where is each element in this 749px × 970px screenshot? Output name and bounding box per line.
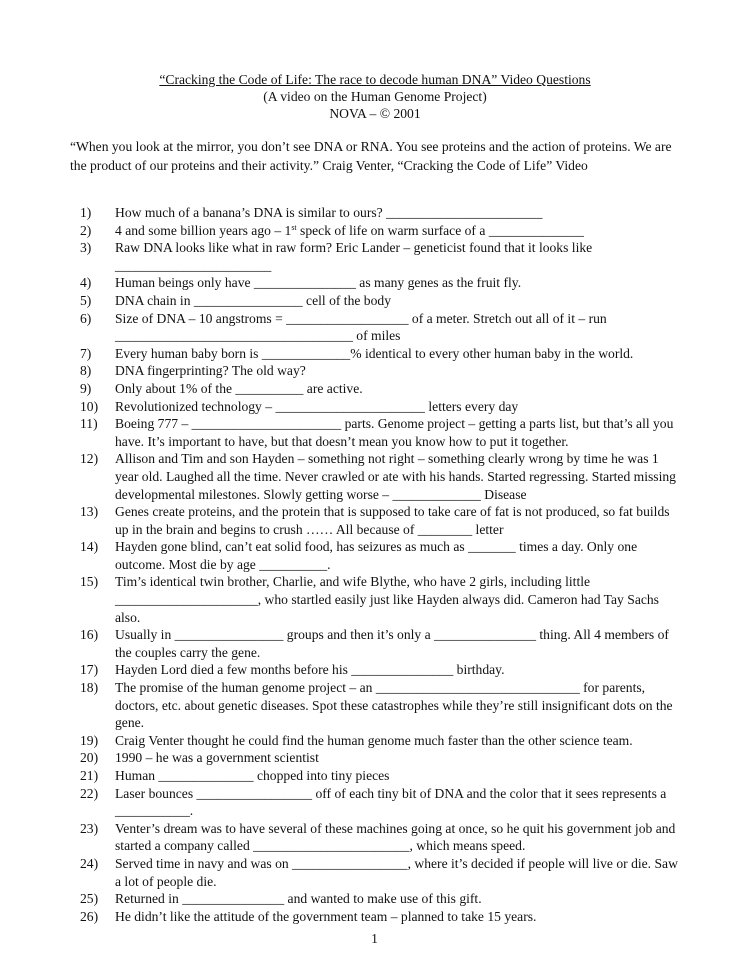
question-text: 1990 – he was a government scientist [115,750,319,766]
question-text: DNA fingerprinting? The old way? [115,363,306,379]
question-number: 14) [80,539,99,555]
ordinal-suffix: st [291,222,297,232]
question-text: Served time in navy and was on _________________, where it’s decided if people will live or die. Saw a lot of people die. [115,855,678,889]
question-item [80,732,680,750]
question-item [80,626,680,661]
question-item [80,204,680,222]
question-item [80,222,680,240]
question-item [80,362,680,380]
question-number: 9) [80,380,92,396]
question-number: 19) [80,732,99,748]
question-list [80,204,680,925]
question-text: Craig Venter thought he could find the human genome much faster than the other science team. [115,732,633,748]
question-item [80,679,680,732]
question-text: Allison and Tim and son Hayden – something not right – something clearly wrong by time he was 1 year old. Laughed all the time. Never crawled or ate with his hands. Started regressing. Started missing developmental milestones. Slowly getting worse – _____________ Disease [115,451,676,502]
question-number: 3) [80,240,92,256]
question-item [80,503,680,538]
question-text: Every human baby born is _____________% identical to every other human baby in the world. [115,345,634,361]
question-number: 11) [80,416,98,432]
question-number: 24) [80,855,99,871]
question-number: 17) [80,662,99,678]
question-number: 6) [80,310,92,326]
question-item [80,573,680,626]
question-number: 26) [80,908,99,924]
question-item [80,380,680,398]
question-text-end: speck of life on warm surface of a ______________ [296,222,584,238]
question-text: Laser bounces _________________ off of each tiny bit of DNA and the color that it sees represents a ___________. [115,785,667,819]
question-text: He didn’t like the attitude of the government team – planned to take 15 years. [115,908,537,924]
question-text: DNA chain in ________________ cell of the body [115,292,391,308]
page-number: 1 [371,931,378,946]
question-item [80,767,680,785]
question-item [80,398,680,416]
question-item [80,450,680,503]
question-item [80,274,680,292]
question-number: 8) [80,363,92,379]
question-number: 22) [80,785,99,801]
question-text: How much of a banana’s DNA is similar to ours? _______________________ [115,205,543,220]
question-text: Tim’s identical twin brother, Charlie, and wife Blythe, who have 2 girls, including little _____________________, who startled easily just like Hayden always did. Cameron had Tay Sachs also. [115,574,659,625]
question-text: Human beings only have _______________ as many genes as the fruit fly. [115,275,522,291]
question-text: Hayden gone blind, can’t eat solid food, has seizures as much as _______ times a day. Only one outcome. Most die by age __________. [115,539,638,572]
question-item [80,345,680,363]
question-item [80,908,680,926]
question-text: Usually in ________________ groups and then it’s only a _______________ thing. All 4 members of the couples carry the gene. [115,627,669,660]
question-text: The promise of the human genome project – an ______________________________ for parents, doctors, etc. about genetic diseases. Spot these catastrophes while they’re still insignificant dots on the gene. [115,680,673,731]
document-credit: NOVA – © 2001 [329,106,421,121]
question-number: 20) [80,750,99,766]
question-text: Venter’s dream was to have several of these machines going at once, so he quit his government job and started a company called _______________________, which means speed. [115,820,676,854]
question-text: Only about 1% of the __________ are active. [115,380,363,396]
question-item [80,820,680,855]
question-text: Revolutionized technology – ______________________ letters every day [115,398,519,414]
question-number: 25) [80,891,99,907]
document-subtitle: (A video on the Human Genome Project) [263,89,487,104]
question-item [80,239,680,274]
question-number: 12) [80,451,99,467]
question-number: 16) [80,627,99,643]
question-text: Boeing 777 – ______________________ parts. Genome project – getting a parts list, but that’s all you have. It’s important to have, but that doesn’t mean you know how to put it together. [115,416,674,449]
question-number: 2) [80,222,92,238]
document-title: “Cracking the Code of Life: The race to decode human DNA” Video Questions [159,72,591,87]
question-text: Hayden Lord died a few months before his _______________ birthday. [115,662,505,678]
question-text-start: 4 and some billion years ago – 1 [115,222,292,238]
question-text: Genes create proteins, and the protein that is supposed to take care of fat is not produced, so fat builds up in the brain and begins to crush …… All because of ________ letter [115,504,670,537]
question-number: 13) [80,504,99,520]
question-item [80,538,680,573]
question-number: 10) [80,398,99,414]
question-item [80,310,680,345]
question-text: Size of DNA – 10 angstroms = __________________ of a meter. Stretch out all of it – run ___________________________________ of miles [115,310,607,344]
question-number: 5) [80,292,92,308]
question-number: 23) [80,820,99,836]
question-text: Raw DNA looks like what in raw form? Eric Lander – geneticist found that it looks like _______________________ [115,240,593,273]
question-item [80,661,680,679]
question-item [80,890,680,908]
question-item [80,292,680,310]
intro-quote: “When you look at the mirror, you don’t see DNA or RNA. You see proteins and the action of proteins. We are the product of our proteins and their activity.” Craig Venter, “Cracking the Code of Life” Video [70,139,672,173]
question-number: 21) [80,768,99,783]
question-item [80,785,680,820]
document-header [70,71,680,122]
question-item [80,855,680,890]
question-number: 7) [80,345,92,361]
question-number: 4) [80,275,92,291]
question-item [80,415,680,450]
question-text: Human ______________ chopped into tiny pieces [115,768,390,783]
question-number: 15) [80,574,99,590]
question-number: 1) [80,205,92,220]
question-text: Returned in _______________ and wanted to make use of this gift. [115,891,482,907]
question-item [80,749,680,767]
question-number: 18) [80,680,99,696]
